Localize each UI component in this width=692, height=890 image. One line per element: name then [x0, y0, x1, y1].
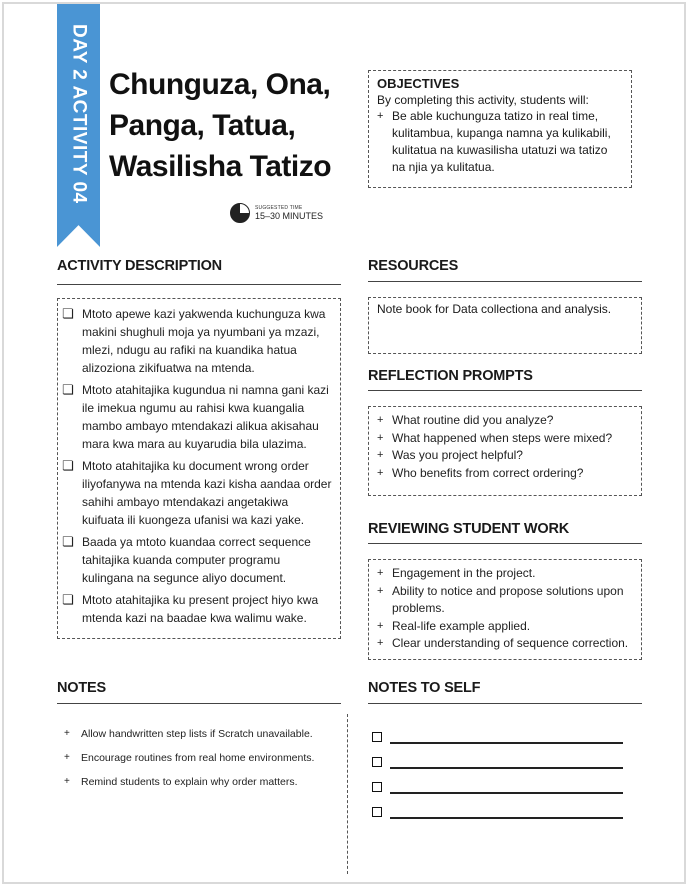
- reflection-text: What routine did you analyze?: [392, 413, 554, 427]
- objective-text: Be able kuchunguza tatizo in real time, kulitambua, kupanga namna ya kulikabili, kulitatua na kuwasilisha utatuzi wa tatizo na njia ya kulitatua.: [392, 109, 611, 174]
- blank-line: [390, 755, 623, 769]
- activity-heading: ACTIVITY DESCRIPTION: [57, 258, 222, 274]
- reflection-item: [377, 465, 633, 483]
- reflection-text: What happened when steps were mixed?: [392, 430, 613, 445]
- notes-text: Remind students to explain why order matters.: [81, 776, 298, 788]
- notes-item: [64, 746, 334, 770]
- ribbon-label: DAY 2 ACTIVITY 04: [68, 24, 90, 204]
- reflection-heading: REFLECTION PROMPTS: [368, 368, 533, 384]
- plus-icon: +: [377, 567, 384, 579]
- notes-to-self-line[interactable]: [372, 799, 632, 824]
- blank-line: [390, 805, 623, 819]
- reflection-rule: [368, 390, 642, 391]
- reviewing-item: [377, 618, 633, 636]
- reflection-item: [377, 412, 633, 430]
- plus-icon: +: [377, 584, 384, 597]
- checkbox-icon: ❏: [62, 458, 74, 473]
- blank-line: [390, 780, 623, 794]
- plus-icon: +: [377, 466, 384, 479]
- activity-text: Mtoto atahitajika kugundua ni namna gani kazi ile imekua ngumu au rahisi kwa kuangalia mambo ambayo mtendakazi alikua akisahau mara kwa mara au kuyarudia bila ulazima.: [82, 383, 329, 451]
- reviewing-heading: REVIEWING STUDENT WORK: [368, 521, 570, 537]
- resources-rule: [368, 281, 642, 282]
- reviewing-text: Engagement in the project.: [392, 566, 536, 580]
- reviewing-box: [368, 559, 642, 660]
- plus-icon: +: [377, 637, 384, 649]
- notes-to-self-line[interactable]: [372, 724, 632, 749]
- blank-line: [390, 730, 623, 744]
- reviewing-text: Clear understanding of sequence correction.: [392, 636, 629, 650]
- resources-box: [368, 297, 642, 354]
- checkbox-icon: ❏: [62, 306, 74, 321]
- resources-text: Note book for Data collectiona and analysis.: [377, 302, 612, 316]
- plus-icon: +: [377, 110, 384, 122]
- notes-item: [64, 770, 334, 794]
- plus-icon: +: [377, 619, 384, 632]
- reflection-item: [377, 430, 633, 448]
- plus-icon: +: [64, 752, 70, 763]
- activity-rule: [57, 284, 341, 285]
- checkbox-icon: ❏: [62, 382, 74, 397]
- notes-to-self-line[interactable]: [372, 774, 632, 799]
- suggested-time-label: SUGGESTED TIME: [255, 204, 303, 211]
- reviewing-text: Ability to notice and propose solutions upon problems.: [392, 583, 624, 615]
- reviewing-item: [377, 635, 633, 653]
- reflection-item: [377, 447, 633, 465]
- notes-heading: NOTES: [57, 680, 106, 696]
- activity-text: Mtoto atahitajika ku present project hiyo kwa mtenda kazi na baadae kwa walimu wake.: [82, 593, 319, 625]
- notes-divider: [347, 714, 348, 874]
- notes-rule: [57, 703, 341, 704]
- notes-text: Allow handwritten step lists if Scratch unavailable.: [81, 728, 313, 740]
- resources-heading: RESOURCES: [368, 258, 459, 274]
- activity-item: [62, 591, 332, 627]
- notes-to-self-list: [372, 724, 632, 824]
- objectives-intro: By completing this activity, students will:: [377, 93, 589, 107]
- objective-item: [377, 108, 623, 176]
- notes-item: [64, 722, 334, 746]
- notes-text: Encourage routines from real home environments.: [81, 752, 315, 764]
- checkbox-icon[interactable]: [372, 732, 382, 742]
- plus-icon: +: [377, 414, 384, 426]
- activity-title: Chunguza, Ona, Panga, Tatua, Wasilisha Tatizo: [109, 68, 332, 183]
- suggested-time: [230, 203, 323, 223]
- checkbox-icon[interactable]: [372, 807, 382, 817]
- activity-item: [62, 305, 332, 377]
- reviewing-item: [377, 565, 633, 583]
- activity-text: Mtoto apewe kazi yakwenda kuchunguza kwa makini shughuli moja ya nyumbani ya mzazi, mlezi, ndugu au rafiki na kuandika hatua alizoziona zikifuatwa na mtenda.: [82, 307, 326, 375]
- plus-icon: +: [377, 449, 384, 461]
- reflection-box: [368, 406, 642, 496]
- plus-icon: +: [377, 431, 384, 444]
- checkbox-icon[interactable]: [372, 782, 382, 792]
- notes-to-self-rule: [368, 703, 642, 704]
- reviewing-item: [377, 583, 633, 618]
- activity-text: Mtoto atahitajika ku document wrong order iliyofanywa na mtenda kazi kisha aandaa order sahihi ambayo mtendakazi angetakiwa kuifuata ili kuongeza ufanisi wa kazi yake.: [82, 459, 332, 527]
- notes-to-self-heading: NOTES TO SELF: [368, 680, 481, 696]
- checkbox-icon: ❏: [62, 592, 74, 607]
- plus-icon: +: [64, 728, 70, 739]
- objectives-box: [368, 70, 632, 188]
- suggested-time-value: 15–30 MINUTES: [255, 210, 324, 221]
- activity-box: [57, 298, 341, 639]
- notes-list: [64, 722, 334, 794]
- clock-icon: [230, 203, 250, 223]
- reflection-text: Who benefits from correct ordering?: [392, 465, 584, 480]
- activity-item: [62, 457, 332, 529]
- reflection-text: Was you project helpful?: [392, 448, 523, 462]
- activity-item: [62, 533, 332, 587]
- activity-text: Baada ya mtoto kuandaa correct sequence tahitajika kuanda computer programu kulingana na segunce aliyo document.: [82, 535, 311, 585]
- objectives-heading: OBJECTIVES: [377, 76, 460, 91]
- notes-to-self-line[interactable]: [372, 749, 632, 774]
- plus-icon: +: [64, 776, 70, 787]
- reviewing-rule: [368, 543, 642, 544]
- reviewing-text: Real-life example applied.: [392, 618, 531, 633]
- activity-item: [62, 381, 332, 453]
- checkbox-icon: ❏: [62, 534, 74, 549]
- checkbox-icon[interactable]: [372, 757, 382, 767]
- worksheet-page: [2, 2, 686, 884]
